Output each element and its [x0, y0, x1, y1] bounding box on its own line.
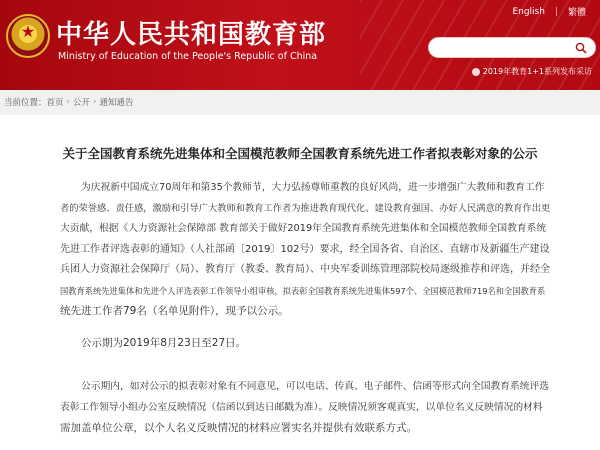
- breadcrumb-item-notices[interactable]: 通知通告: [99, 98, 134, 108]
- language-links: [512, 5, 586, 18]
- paragraph-line: 先进工作者评选表彰的通知》（人社部函〔2019〕102号）要求，经全国各省、自治区、直辖市及新疆生产建设: [60, 243, 550, 255]
- paragraph-line: 国教育系统先进集体和先进个人评选表彰工作领导小组审核，拟表彰全国教育系统先进集体597个、全国模范教师719名和全国教育系: [60, 285, 546, 296]
- site-header: [0, 0, 600, 90]
- traditional-chinese-link[interactable]: 繁體: [567, 8, 586, 18]
- paragraph-line: 为庆祝新中国成立70周年和第35个教师节，大力弘扬尊师重教的良好风尚，进一步增强广大教师和教育工作: [81, 182, 545, 193]
- search-icon[interactable]: [575, 42, 587, 54]
- paragraph-line: 大贡献，根据《人力资源社会保障部 教育部关于做好2019年全国教育系统先进集体和全国模范教师全国教育系统: [60, 223, 547, 234]
- paragraph-line: 者的荣誉感、责任感，激励和引导广大教师和教育工作者为推进教育现代化、建设教育强国、办好人民满意的教育作出更: [60, 202, 551, 214]
- breadcrumb-item-home[interactable]: 首页: [46, 98, 64, 108]
- article-paragraph-1: [60, 178, 550, 322]
- promo-text[interactable]: 2019年教育1+1系列发布采访: [482, 67, 592, 76]
- english-link[interactable]: English: [512, 6, 545, 17]
- paragraph-line: 公示期内，如对公示的拟表彰对象有不同意见，可以电话、传真、电子邮件、信函等形式向全国教育系统评选: [81, 381, 549, 392]
- breadcrumb-separator: ›: [66, 97, 70, 107]
- site-subtitle: Ministry of Education of the People's Republic of China: [58, 51, 318, 62]
- search-input[interactable]: [439, 40, 569, 56]
- promo-link[interactable]: [472, 66, 592, 77]
- paragraph-line: 兵团人力资源社会保障厅（局）、教育厅（教委、教育局）、中央军委训练管理部院校局逐级推荐和评选，并经全: [60, 264, 550, 275]
- paragraph-line: 表彰工作领导小组办公室反映情况（信函以到达日邮戳为准）。反映情况须客观真实，以单位名义反映情况的材料: [60, 401, 543, 413]
- breadcrumb: [0, 92, 600, 112]
- article-content: [0, 115, 600, 450]
- paragraph-line: 统先进工作者79名（名单见附件），现予以公示。: [60, 305, 289, 317]
- search-box[interactable]: [428, 37, 596, 58]
- breadcrumb-prefix: 当前位置：: [4, 98, 47, 108]
- site-title[interactable]: 中华人民共和国教育部: [56, 20, 327, 50]
- article-title: 关于全国教育系统先进集体和全国模范教师全国教育系统先进工作者拟表彰对象的公示: [62, 146, 538, 161]
- article-paragraph-3: [60, 377, 550, 439]
- promo-icon: [472, 68, 480, 76]
- paragraph-line: 需加盖单位公章，以个人名义反映情况的材料应署实名并提供有效联系方式。: [60, 422, 417, 434]
- link-separator: |: [554, 6, 558, 17]
- paragraph-line: 公示期为2019年8月23日至27日。: [81, 337, 247, 349]
- breadcrumb-item-public[interactable]: 公开: [72, 98, 90, 108]
- breadcrumb-separator: ›: [92, 97, 97, 107]
- national-emblem-icon[interactable]: [6, 14, 50, 58]
- article-paragraph-2: [60, 333, 550, 354]
